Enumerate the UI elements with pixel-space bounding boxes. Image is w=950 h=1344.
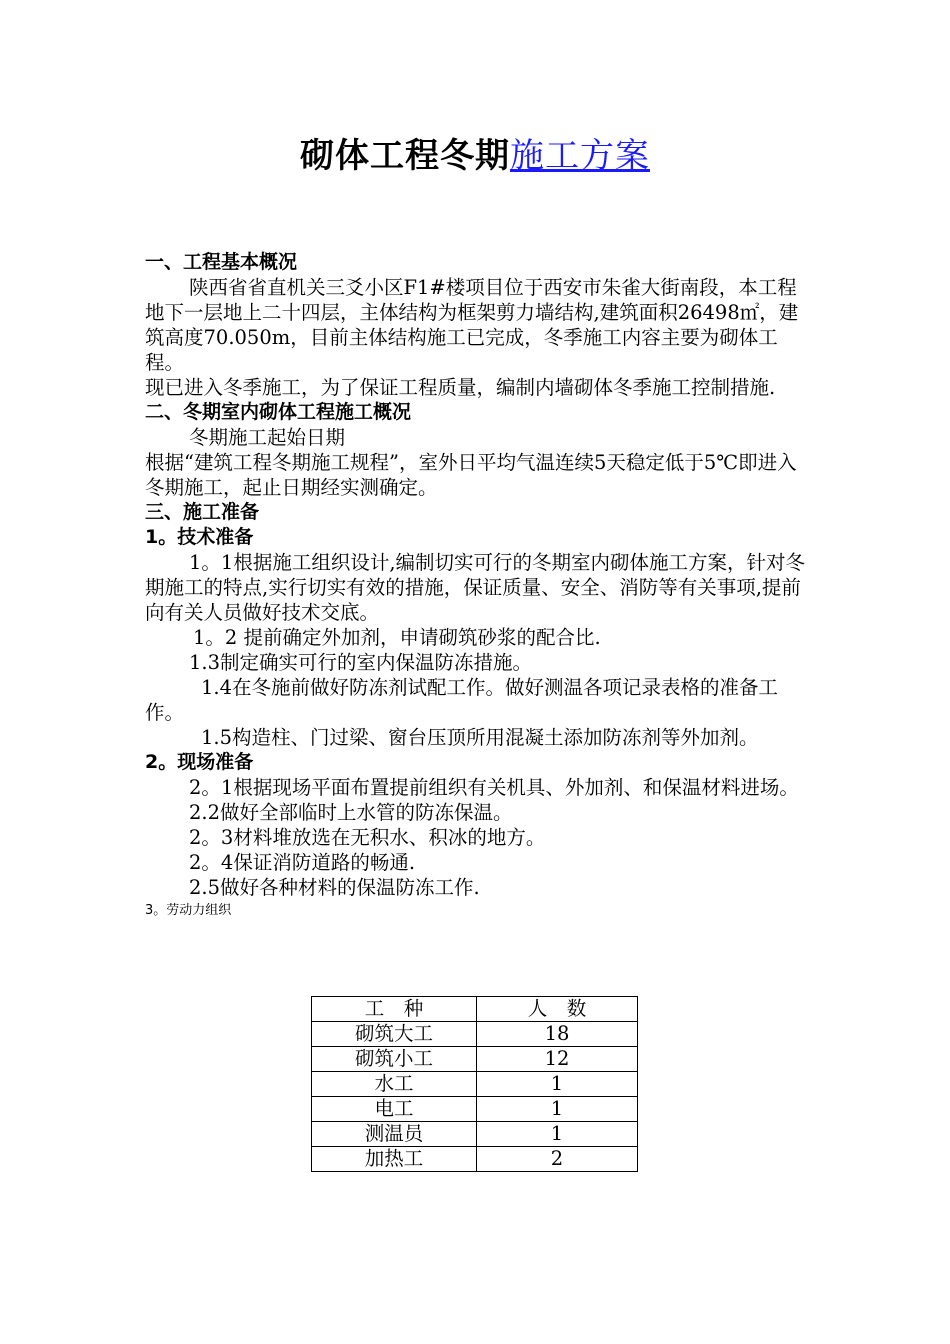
site-prep-item: 2。3材料堆放选在无积水、积冰的地方。 xyxy=(189,826,546,849)
tech-prep-heading: 1。技术准备 xyxy=(145,526,254,548)
tech-prep-item: 1.3制定确实可行的室内保温防冻措施。 xyxy=(189,651,533,674)
table-row xyxy=(312,1122,638,1147)
table-row xyxy=(312,1072,638,1097)
table-row xyxy=(312,1022,638,1047)
table-cell: 测温员 xyxy=(312,1122,477,1147)
table-cell: 1 xyxy=(477,1072,638,1097)
table-cell: 12 xyxy=(477,1047,638,1072)
table-row xyxy=(312,1097,638,1122)
table-cell: 水工 xyxy=(312,1072,477,1097)
labor-table xyxy=(311,996,638,1172)
table-cell: 砌筑小工 xyxy=(312,1047,477,1072)
table-row xyxy=(312,1047,638,1072)
table-header-cell: 人 数 xyxy=(477,997,638,1022)
table-cell: 1 xyxy=(477,1122,638,1147)
table-cell: 18 xyxy=(477,1022,638,1047)
table-cell: 电工 xyxy=(312,1097,477,1122)
site-prep-item: 2.5做好各种材料的保温防冻工作. xyxy=(189,876,480,899)
labor-heading: 3。劳动力组织 xyxy=(145,903,232,918)
table-cell: 砌筑大工 xyxy=(312,1022,477,1047)
tech-prep-item: 1.4在冬施前做好防冻剂试配工作。做好测温各项记录表格的准备工作。 xyxy=(145,676,779,724)
section2-heading: 二、冬期室内砌体工程施工概况 xyxy=(145,401,412,423)
section2-paragraph: 根据“建筑工程冬期施工规程”，室外日平均气温连续5天稳定低于5℃即进入冬期施工，起止日期经实测确定。 xyxy=(145,451,797,499)
site-prep-item: 2。1根据现场平面布置提前组织有关机具、外加剂、和保温材料进场。 xyxy=(189,776,799,799)
tech-prep-item: 1。1根据施工组织设计,编制切实可行的冬期室内砌体施工方案，针对冬期施工的特点,实行切实有效的措施，保证质量、安全、消防等有关事项,提前向有关人员做好技术交底。 xyxy=(145,551,806,624)
table-cell: 加热工 xyxy=(312,1147,477,1172)
tech-prep-item: 1.5构造柱、门过梁、窗台压顶所用混凝土添加防冻剂等外加剂。 xyxy=(201,726,759,749)
section1-heading: 一、工程基本概况 xyxy=(145,251,298,273)
title-link[interactable]: 施工方案 xyxy=(510,136,650,176)
site-prep-item: 2.2做好全部临时上水管的防冻保温。 xyxy=(189,801,513,824)
title-text: 砌体工程冬期 xyxy=(300,136,510,176)
site-prep-item: 2。4保证消防道路的畅通. xyxy=(189,851,416,874)
section3-heading: 三、施工准备 xyxy=(145,501,260,523)
section1-paragraph-2: 现已进入冬季施工，为了保证工程质量，编制内墙砌体冬季施工控制措施. xyxy=(145,376,776,399)
table-cell: 1 xyxy=(477,1097,638,1122)
document-body xyxy=(145,250,811,920)
tech-prep-item: 1。2 提前确定外加剂，申请砌筑砂浆的配合比. xyxy=(193,626,601,649)
table-cell: 2 xyxy=(477,1147,638,1172)
section2-subheading: 冬期施工起始日期 xyxy=(189,426,346,449)
table-row xyxy=(312,1147,638,1172)
site-prep-heading: 2。现场准备 xyxy=(145,751,254,773)
section1-paragraph: 陕西省省直机关三爻小区F1#楼项目位于西安市朱雀大街南段，本工程地下一层地上二十四层，主体结构为框架剪力墙结构,建筑面积26498㎡，建筑高度70.050m，目前主体结构施工已完成，冬季施工内容主要为砌体工程。 xyxy=(145,276,799,374)
table-header-row xyxy=(312,997,638,1022)
table-header-cell: 工 种 xyxy=(312,997,477,1022)
document-title xyxy=(0,128,950,177)
